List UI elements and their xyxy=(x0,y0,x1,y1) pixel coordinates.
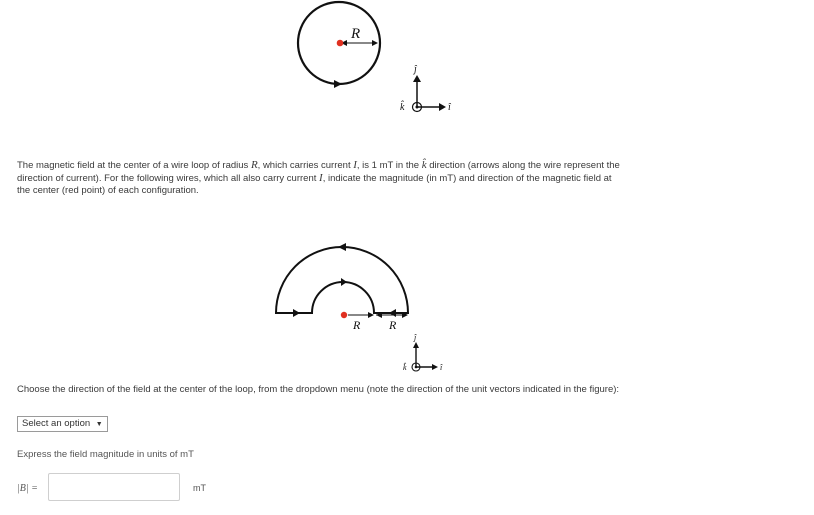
inner-radius-label: R xyxy=(353,318,361,332)
direction-select-value: Select an option xyxy=(22,418,91,429)
current-arrow xyxy=(334,80,342,88)
magnitude-input[interactable] xyxy=(48,473,180,501)
radius-arrow-head xyxy=(372,40,378,46)
current-arrow-outer xyxy=(338,243,346,251)
direction-question: Choose the direction of the field at the center of the loop, from the dropdown menu (note the direction of the unit vectors indicated in the figure): xyxy=(17,384,620,395)
current-arrow-bottom-right xyxy=(389,309,396,317)
j-arrow-icon xyxy=(413,342,419,348)
direction-select[interactable] xyxy=(17,416,108,432)
center-point xyxy=(337,40,344,47)
svg-text:î: î xyxy=(440,363,443,372)
magnitude-label: |B| = xyxy=(17,483,38,494)
svg-text:î: î xyxy=(448,102,451,113)
unit-vector-axes-2 xyxy=(396,332,452,376)
current-arrow-inner xyxy=(341,278,347,286)
current-arrow-bottom-left xyxy=(293,309,300,317)
svg-text:k̂: k̂ xyxy=(403,363,407,372)
svg-text:k̂: k̂ xyxy=(400,102,405,113)
intro-paragraph: The magnetic field at the center of a wire loop of radius R, which carries current I, is 1 mT in the k̂ direction (arrows along the wire represent the direction of current). For the following wires, which all also carry current I, indicate the magnitude (in mT) and direction of the magnetic field at the center (red point) of each configuration. xyxy=(17,159,620,196)
loop-figure xyxy=(290,0,390,95)
magnitude-prompt: Express the field magnitude in units of mT xyxy=(17,449,194,460)
unit-vector-axes xyxy=(392,62,462,118)
magnitude-unit: mT xyxy=(193,483,206,493)
j-arrow-icon xyxy=(413,75,421,82)
chevron-down-icon: ▼ xyxy=(95,421,103,428)
center-point xyxy=(341,312,347,318)
outer-radius-label: R xyxy=(389,318,397,332)
radius-label: R xyxy=(351,26,361,42)
svg-text:ĵ: ĵ xyxy=(414,333,417,342)
i-arrow-icon xyxy=(432,364,438,370)
svg-text:ĵ: ĵ xyxy=(414,64,417,75)
i-arrow-icon xyxy=(439,103,446,111)
semicircle-loop-figure xyxy=(268,236,418,336)
